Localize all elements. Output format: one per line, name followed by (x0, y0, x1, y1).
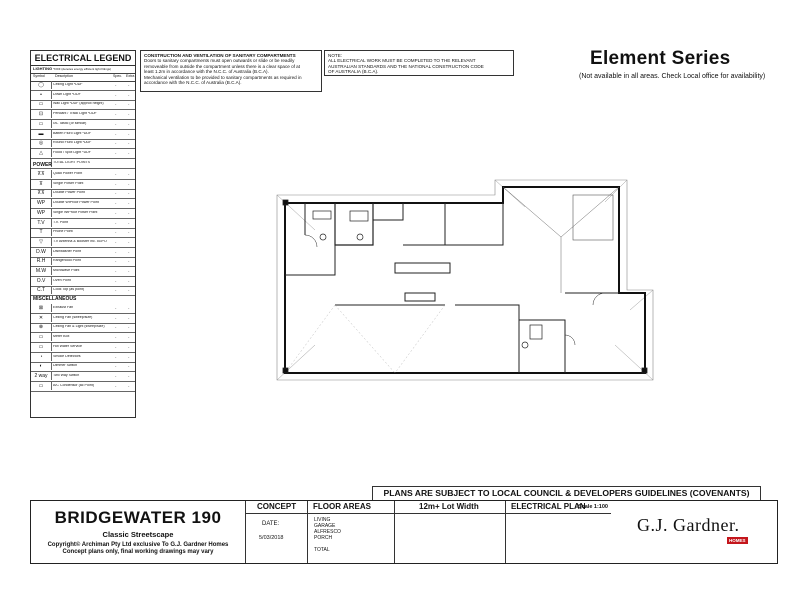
construction-heading: CONSTRUCTION AND VENTILATION OF SANITARY COMPARTMENTS (144, 53, 296, 58)
legend-symbol: ◐ (31, 362, 52, 370)
legend-row (31, 333, 135, 343)
legend-dash: - (128, 101, 130, 107)
legend-symbol: M.W (31, 267, 52, 275)
legend-symbol: ▽ (31, 238, 52, 246)
construction-line: least 1.2m in accordance with the N.C.C. of Australia (B.C.A). (144, 69, 269, 75)
legend-dash: - (115, 382, 117, 388)
misc-label: MISCELLANEOUS (33, 296, 77, 302)
council-banner: PLANS ARE SUBJECT TO LOCAL COUNCIL & DEVELOPERS GUIDELINES (COVENANTS) (372, 486, 761, 501)
area-garage: GARAGE (314, 523, 336, 529)
floor-areas-cell (308, 501, 395, 563)
legend-row (31, 81, 135, 91)
legend-symbol: ⊼⊼ (31, 189, 52, 197)
legend-row (31, 343, 135, 353)
note-heading: NOTE: (328, 53, 343, 58)
legend-dash: - (128, 229, 130, 235)
legend-title: ELECTRICAL LEGEND (31, 51, 135, 66)
legend-row (31, 189, 135, 199)
legend-description: A/C Condensor (ac Point) (53, 383, 94, 387)
legend-symbol: ▭ (31, 343, 52, 351)
brand-homes-tag: HOMES (729, 538, 746, 543)
disclaimer: Concept plans only, final working drawings may vary (62, 549, 214, 555)
legend-dash: - (128, 91, 130, 97)
legend-dash: - (128, 343, 130, 349)
legend-symbol: ◯ (31, 81, 52, 89)
legend-row (31, 130, 135, 140)
legend-dash: - (115, 248, 117, 254)
legend-dash: - (128, 248, 130, 254)
legend-dash: - (128, 268, 130, 273)
legend-row (31, 219, 135, 229)
legend-symbol: WP (31, 199, 52, 207)
legend-row (31, 100, 135, 110)
legend-row (31, 248, 135, 258)
lot-width: 12m+ Lot Width (419, 502, 479, 511)
legend-dash: - (115, 238, 117, 244)
legend-dash: - (115, 343, 117, 349)
legend-description: Smoke Detectors (53, 354, 81, 358)
legend-dash: - (115, 305, 117, 310)
construction-line: accordance with the N.C.C. of Australia (B.C.A). (144, 80, 242, 86)
col-description: Description (55, 74, 73, 78)
legend-dash: - (115, 82, 117, 87)
legend-dash: - (115, 91, 117, 97)
concept-cell (246, 501, 308, 563)
legend-dash: - (128, 258, 130, 264)
col-extra: Extra (126, 74, 135, 78)
legend-dash: - (115, 277, 117, 283)
legend-description: TOTAL LIGHT POINTS (53, 160, 91, 164)
legend-dash: - (128, 363, 130, 369)
legend-dash: - (128, 334, 130, 340)
legend-symbol: T (31, 228, 52, 236)
legend-dash: - (128, 149, 130, 155)
series-title: Element Series (590, 48, 731, 69)
legend-description: Batten Fluro Light *DDF (53, 131, 92, 135)
legend-dash: - (128, 238, 130, 244)
power-label: POWER (33, 162, 52, 168)
legend-symbol: △ (31, 149, 52, 157)
legend-description: Cook Top (as point) (53, 288, 85, 292)
area-porch: PORCH (314, 535, 333, 541)
legend-symbol: ⊗ (31, 323, 52, 331)
legend-dash: - (115, 372, 117, 378)
legend-dash: - (128, 190, 130, 196)
legend-description: Double Power Point (53, 191, 85, 195)
legend-dash: - (115, 287, 117, 293)
legend-description: Double WtProof Power Point (53, 201, 99, 205)
legend-symbol: • (31, 91, 52, 99)
legend-row (31, 91, 135, 101)
legend-row (31, 382, 135, 392)
col-symbol: Symbol (33, 74, 45, 78)
legend-symbol: ▬ (31, 130, 52, 138)
legend-dash: - (128, 180, 130, 186)
legend-dash: - (128, 82, 130, 87)
legend-row (31, 170, 135, 180)
legend-symbol: ▭ (31, 382, 52, 390)
legend-description: Single WtProof Power Point (53, 210, 98, 214)
legend-description: T.V Antenna & Booster inc. 5GPO (53, 239, 107, 243)
legend-description: T.V. Point (53, 220, 69, 224)
legend-symbol: T.V (31, 219, 52, 227)
legend-description: Rangehood Point (53, 259, 81, 263)
legend-dash: - (115, 363, 117, 369)
note-line: ALL ELECTRICAL WORK MUST BE COMPLETED TO THE RELEVANT (328, 58, 476, 64)
legend-dash: - (115, 111, 117, 117)
legend-symbol: ✕ (31, 314, 52, 322)
date-value: 5/03/2018 (259, 535, 284, 541)
electrical-legend (30, 50, 136, 418)
legend-row (31, 120, 135, 130)
legend-description: Hot Water Service (53, 344, 83, 348)
design-name-cell (31, 501, 246, 563)
construction-note (140, 50, 322, 92)
legend-description: Two Way Switch (53, 373, 80, 377)
legend-dash: - (115, 171, 117, 176)
legend-dash: - (128, 314, 130, 320)
facade-name: Classic Streetscape (102, 530, 174, 539)
legend-symbol: ⊠ (31, 304, 52, 312)
legend-row (31, 362, 135, 372)
legend-dash: - (115, 190, 117, 196)
legend-description: IXL Tastic (or similar) (53, 121, 87, 125)
legend-description: Quad Power Point (53, 172, 83, 175)
design-name: BRIDGEWATER 190 (54, 508, 222, 527)
legend-description: Ceiling Fan & Light (sweep/size) (53, 325, 105, 329)
legend-row (31, 209, 135, 219)
legend-description: Oven Point (53, 278, 71, 282)
legend-dash: - (115, 149, 117, 155)
legend-description: Single Power Point (53, 181, 84, 185)
area-alfresco: ALFRESCO (314, 529, 341, 535)
legend-row (31, 286, 135, 296)
legend-dash: - (128, 120, 130, 126)
col-spec: Spec. (113, 74, 123, 78)
legend-dash: - (128, 140, 130, 146)
legend-description: Down Light *DDF (53, 92, 81, 96)
legend-row (31, 277, 135, 287)
legend-dash: - (115, 101, 117, 107)
legend-description: Round Fluro Light *DDF (53, 141, 92, 145)
construction-line: Mechanical ventilation to be provided to sanitary compartments as required in (144, 74, 302, 80)
legend-dash: - (115, 200, 117, 206)
legend-dash: - (128, 324, 130, 330)
plan-type: ELECTRICAL PLAN (511, 502, 586, 511)
legend-description: Exhaust Fan (53, 306, 74, 309)
legend-dash: - (115, 324, 117, 330)
legend-description: Microwave Point (53, 269, 80, 272)
legend-symbol: ◎ (31, 139, 52, 147)
legend-row (31, 257, 135, 267)
legend-row (31, 180, 135, 190)
legend-symbol: ◔ (31, 353, 52, 361)
legend-symbol: R.H (31, 257, 52, 265)
legend-row (31, 323, 135, 333)
legend-row (31, 139, 135, 149)
legend-row (31, 314, 135, 324)
legend-dash: - (115, 229, 117, 235)
legend-symbol: D.W (31, 248, 52, 256)
legend-symbol: ▭ (31, 333, 52, 341)
lot-width-cell (395, 501, 506, 563)
legend-symbol: ▭ (31, 120, 52, 128)
legend-description: Dimmer Switch (53, 364, 78, 368)
legend-dash: - (128, 219, 130, 225)
legend-dash: - (115, 268, 117, 273)
legend-dash: - (115, 219, 117, 225)
plan-type-cell (506, 501, 779, 563)
legend-description: Wall Light *DDF (approx height) (53, 102, 104, 106)
construction-line: Doors to sanitary compartments must open outwards or slide or be readily (144, 58, 295, 64)
legend-row (31, 149, 135, 159)
concept-label: CONCEPT (257, 502, 297, 511)
area-total: TOTAL (314, 547, 330, 553)
legend-dash: - (128, 111, 130, 117)
legend-dash: - (115, 334, 117, 340)
legend-description: Ceiling Fan (sweep/size) (53, 315, 93, 319)
legend-dash: - (115, 209, 117, 215)
note-line: OF AUSTRALIA (B.C.A). (328, 69, 379, 75)
series-note: (Not available in all areas. Check Local office for availability) (579, 73, 766, 80)
legend-dash: - (128, 353, 130, 359)
legend-dash: - (128, 209, 130, 215)
construction-line: removeable from outside the compartment unless there is a clear space of at (144, 63, 301, 69)
legend-row (31, 199, 135, 209)
legend-symbol: 2 way (31, 372, 52, 380)
legend-row (31, 353, 135, 363)
floor-areas-label: FLOOR AREAS (313, 502, 371, 511)
legend-row (31, 110, 135, 120)
legend-description: Dishwasher Point (53, 249, 81, 253)
legend-dash: - (128, 305, 130, 310)
area-living: LIVING (314, 517, 331, 523)
legend-dash: - (128, 277, 130, 283)
legend-dash: - (128, 171, 130, 176)
legend-symbol: ⊼ (31, 180, 52, 188)
copyright: Copyright© Archiman Pty Ltd exclusive To G.J. Gardner Homes (47, 542, 229, 548)
legend-description: Meter Box (53, 335, 70, 339)
legend-dash: - (128, 287, 130, 293)
legend-row (31, 238, 135, 248)
legend-dash: - (115, 180, 117, 186)
legend-description: Ceiling Light *DDF (53, 83, 83, 86)
legend-symbol: C.T (31, 286, 52, 294)
electrical-note (324, 50, 514, 76)
legend-symbol: ⊼⊼ (31, 170, 52, 178)
legend-row (31, 267, 135, 277)
lighting-label: LIGHTING *DDF (denotes energy efficient light fittings) (33, 66, 112, 71)
legend-row (31, 372, 135, 382)
legend-symbol: ▭ (31, 100, 52, 108)
legend-dash: - (115, 314, 117, 320)
legend-description: Pendant / Track Light *DDF (53, 112, 97, 116)
plan-scale: Scale 1:100 (578, 504, 608, 510)
legend-dash: - (128, 382, 130, 388)
legend-description: Phone Point (53, 230, 73, 234)
legend-dash: - (115, 140, 117, 146)
legend-row (31, 228, 135, 238)
legend-dash: - (128, 372, 130, 378)
legend-dash: - (115, 353, 117, 359)
brand-logo: G.J. Gardner. (637, 515, 740, 535)
legend-dash: - (128, 200, 130, 206)
date-label: DATE: (262, 521, 280, 527)
legend-dash: - (115, 130, 117, 136)
legend-dash: - (128, 130, 130, 136)
legend-dash: - (115, 258, 117, 264)
floor-plan-drawing (275, 175, 665, 395)
legend-symbol: WP (31, 209, 52, 217)
legend-symbol: ⊡ (31, 110, 52, 118)
note-line: AUSTRALIAN STANDARDS AND THE NATIONAL CONSTRUCTION CODE (328, 63, 484, 69)
legend-dash: - (115, 120, 117, 126)
legend-symbol: O.V (31, 277, 52, 285)
legend-row (31, 304, 135, 314)
legend-description: Flood / Spot Light *DDF (53, 150, 91, 154)
title-block (30, 500, 778, 564)
